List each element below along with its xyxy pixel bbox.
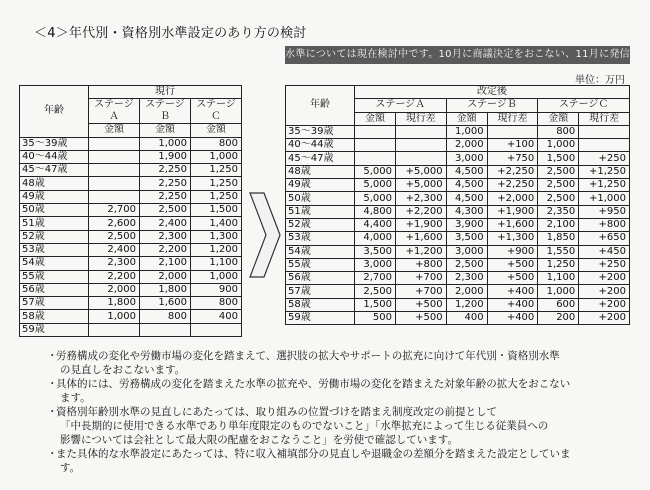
table-row	[20, 323, 242, 336]
age-cell: 56歳	[20, 283, 89, 296]
table-row	[20, 204, 242, 217]
note-line: また具体的な水準設定にあたっては、特に収入補填部分の見直しや退職金の差額分を踏まえた設定としていま	[56, 448, 571, 460]
diff-cell: +2,200	[396, 205, 447, 218]
age-cell: 58歳	[286, 298, 355, 311]
table-row	[286, 285, 630, 298]
amount-cell: 2,350	[538, 205, 579, 218]
bullet-icon: ・	[47, 350, 58, 362]
diff-cell: +2,250	[487, 179, 538, 192]
age-cell: 51歳	[286, 205, 355, 218]
note-item	[47, 377, 632, 405]
note-item	[47, 447, 632, 475]
amount-cell	[89, 323, 140, 336]
age-cell: 57歳	[286, 285, 355, 298]
amount-cell: 2,400	[140, 217, 191, 230]
diff-cell	[396, 152, 447, 165]
age-cell: 35～39歳	[286, 125, 355, 138]
table-row	[286, 179, 630, 192]
diff-cell: +5,000	[396, 179, 447, 192]
amount-cell: 800	[191, 297, 242, 310]
diff-cell: +800	[579, 218, 630, 231]
stage-header: ステージＡ	[355, 99, 447, 112]
table-row	[20, 217, 242, 230]
amount-cell: 1,850	[538, 232, 579, 245]
note-line: 「中長期的に使用できる水準であり単年度限定のものでないこと」「水準拡充によって生じる従業員への	[60, 420, 549, 432]
amount-cell: 2,500	[89, 230, 140, 243]
table-row	[20, 137, 242, 150]
amount-cell: 800	[140, 310, 191, 323]
amount-cell: 2,250	[140, 177, 191, 190]
amount-cell: 500	[355, 312, 396, 325]
diff-cell: +1,200	[396, 245, 447, 258]
stage-header: ステージＣ	[538, 99, 630, 112]
amount-cell: 2,700	[355, 272, 396, 285]
age-cell: 57歳	[20, 297, 89, 310]
diff-cell: +1,300	[487, 232, 538, 245]
table-row	[286, 139, 630, 152]
bullet-icon: ・	[47, 406, 58, 418]
age-cell: 55歳	[20, 270, 89, 283]
stage-header: ステージＢ	[140, 99, 191, 124]
stage-header: ステージＡ	[89, 99, 140, 124]
amount-cell: 3,000	[446, 152, 487, 165]
table-row	[20, 243, 242, 256]
diff-header: 現行差	[396, 112, 447, 125]
amount-cell: 2,300	[89, 257, 140, 270]
amount-cell: 2,500	[538, 179, 579, 192]
amount-cell: 1,000	[191, 150, 242, 163]
amount-cell: 2,500	[538, 165, 579, 178]
amount-cell: 1,500	[538, 152, 579, 165]
diff-cell: +400	[487, 298, 538, 311]
amount-cell: 1,250	[191, 177, 242, 190]
bullet-icon: ・	[47, 448, 58, 460]
amount-cell	[89, 137, 140, 150]
diff-cell: +650	[579, 232, 630, 245]
age-cell: 48歳	[286, 165, 355, 178]
amount-cell: 4,000	[355, 232, 396, 245]
diff-cell: +400	[487, 312, 538, 325]
table-row	[20, 177, 242, 190]
diff-cell: +800	[396, 258, 447, 271]
status-banner: 水準については現在検討中です。10月に商議決定をおこない、11月に発信予定です。	[285, 46, 630, 64]
amount-cell: 1,000	[140, 137, 191, 150]
amount-cell	[355, 125, 396, 138]
table-row	[286, 312, 630, 325]
amount-cell: 2,200	[140, 243, 191, 256]
age-cell: 53歳	[20, 243, 89, 256]
age-cell: 35～39歳	[20, 137, 89, 150]
amount-cell: 4,500	[446, 192, 487, 205]
amount-cell: 400	[446, 312, 487, 325]
notes-section	[47, 349, 632, 475]
note-line: す。	[60, 462, 81, 474]
amount-cell: 2,300	[446, 272, 487, 285]
amount-cell: 1,250	[538, 258, 579, 271]
amount-cell	[140, 323, 191, 336]
amount-cell: 800	[191, 137, 242, 150]
amount-cell: 4,500	[446, 179, 487, 192]
note-line: の見直しをおこないます。	[60, 364, 186, 376]
amount-cell: 2,100	[140, 257, 191, 270]
diff-cell: +200	[579, 285, 630, 298]
amount-cell: 4,500	[446, 165, 487, 178]
diff-cell: +500	[487, 272, 538, 285]
diff-cell: +750	[487, 152, 538, 165]
age-cell: 58歳	[20, 310, 89, 323]
amount-cell: 2,000	[446, 139, 487, 152]
stage-header: ステージＣ	[191, 99, 242, 124]
amount-header: 金額	[538, 112, 579, 125]
amount-cell: 200	[538, 312, 579, 325]
amount-cell: 1,800	[89, 297, 140, 310]
age-cell: 59歳	[20, 323, 89, 336]
amount-cell: 3,000	[446, 245, 487, 258]
amount-cell: 3,500	[355, 245, 396, 258]
diff-header: 現行差	[579, 112, 630, 125]
age-cell: 52歳	[286, 218, 355, 231]
age-cell: 48歳	[20, 177, 89, 190]
age-cell: 53歳	[286, 232, 355, 245]
age-cell: 45～47歳	[286, 152, 355, 165]
amount-cell: 1,000	[446, 125, 487, 138]
age-cell: 50歳	[20, 204, 89, 217]
diff-cell	[579, 139, 630, 152]
amount-cell: 1,500	[191, 204, 242, 217]
age-cell: 56歳	[286, 272, 355, 285]
table-row	[286, 258, 630, 271]
table-caption: 現行	[89, 86, 242, 99]
amount-cell: 1,000	[538, 139, 579, 152]
amount-cell: 1,200	[191, 243, 242, 256]
amount-cell: 1,100	[538, 272, 579, 285]
diff-cell: +250	[579, 152, 630, 165]
amount-cell: 600	[538, 298, 579, 311]
current-table	[19, 85, 242, 337]
diff-cell: +500	[396, 312, 447, 325]
diff-cell: +1,000	[579, 192, 630, 205]
diff-cell	[487, 125, 538, 138]
diff-cell: +1,900	[487, 205, 538, 218]
note-line: 資格別年齢別水準の見直しにあたっては、取り組みの位置づけを踏まえ制度改定の前提として	[56, 406, 497, 418]
diff-header: 現行差	[487, 112, 538, 125]
note-item	[47, 405, 632, 447]
revised-table	[285, 85, 630, 325]
note-line: 具体的には、労務構成の変化を踏まえた水準の拡充や、労働市場の変化を踏まえた対象年齢の拡大をおこない	[56, 378, 571, 390]
amount-cell: 5,000	[355, 179, 396, 192]
amount-cell	[355, 152, 396, 165]
diff-cell: +450	[579, 245, 630, 258]
amount-cell: 2,500	[140, 204, 191, 217]
amount-header: 金額	[89, 124, 140, 137]
amount-cell	[355, 139, 396, 152]
amount-cell: 4,300	[446, 205, 487, 218]
stage-header: ステージＢ	[446, 99, 538, 112]
amount-header: 金額	[446, 112, 487, 125]
amount-cell	[89, 177, 140, 190]
table-row	[286, 298, 630, 311]
amount-cell	[191, 323, 242, 336]
amount-cell: 4,800	[355, 205, 396, 218]
table-row	[286, 218, 630, 231]
note-line: ます。	[60, 392, 91, 404]
amount-cell: 1,000	[191, 270, 242, 283]
age-cell: 40～44歳	[286, 139, 355, 152]
amount-cell: 2,200	[89, 270, 140, 283]
diff-cell: +1,250	[579, 179, 630, 192]
page-title: ＜4＞年代別・資格別水準設定のあり方の検討	[34, 26, 307, 41]
amount-cell: 1,900	[140, 150, 191, 163]
amount-cell: 2,250	[140, 164, 191, 177]
diff-cell	[396, 139, 447, 152]
amount-cell: 1,600	[140, 297, 191, 310]
amount-cell: 2,400	[89, 243, 140, 256]
diff-cell: +950	[579, 205, 630, 218]
age-cell: 45～47歳	[20, 164, 89, 177]
diff-cell: +500	[396, 298, 447, 311]
table-row	[286, 245, 630, 258]
table-row	[20, 283, 242, 296]
amount-cell	[89, 190, 140, 203]
table-row	[20, 270, 242, 283]
amount-cell: 1,800	[140, 283, 191, 296]
age-cell: 51歳	[20, 217, 89, 230]
unit-label: 単位：万円	[575, 75, 625, 86]
diff-cell: +1,250	[579, 165, 630, 178]
amount-cell: 2,100	[538, 218, 579, 231]
amount-header: 金額	[140, 124, 191, 137]
amount-cell: 5,000	[355, 165, 396, 178]
amount-cell: 1,550	[538, 245, 579, 258]
amount-cell: 3,000	[355, 258, 396, 271]
amount-cell: 2,300	[140, 230, 191, 243]
age-cell: 55歳	[286, 258, 355, 271]
age-cell: 49歳	[286, 179, 355, 192]
amount-cell: 2,000	[140, 270, 191, 283]
amount-cell: 2,700	[89, 204, 140, 217]
diff-cell	[396, 125, 447, 138]
age-cell: 49歳	[20, 190, 89, 203]
amount-cell: 2,500	[446, 258, 487, 271]
amount-cell: 2,500	[355, 285, 396, 298]
diff-cell: +900	[487, 245, 538, 258]
table-row	[20, 310, 242, 323]
age-header: 年齢	[20, 86, 89, 138]
diff-cell: +250	[579, 258, 630, 271]
revised-table-body	[286, 125, 630, 324]
diff-cell: +1,600	[396, 232, 447, 245]
diff-cell: +700	[396, 272, 447, 285]
amount-cell: 4,400	[355, 218, 396, 231]
diff-cell: +400	[487, 285, 538, 298]
table-row	[286, 192, 630, 205]
amount-cell: 2,250	[140, 190, 191, 203]
diff-cell: +1,900	[396, 218, 447, 231]
note-line: 労務構成の変化や労働市場の変化を踏まえて、選択肢の拡大やサポートの拡充に向けて年代別・資格別水準	[56, 350, 560, 362]
table-row	[286, 232, 630, 245]
amount-cell: 2,600	[89, 217, 140, 230]
amount-cell: 1,250	[191, 190, 242, 203]
arrow-right-icon	[248, 185, 282, 285]
age-cell: 40～44歳	[20, 150, 89, 163]
amount-cell: 3,900	[446, 218, 487, 231]
amount-cell	[89, 164, 140, 177]
diff-cell: +5,000	[396, 165, 447, 178]
age-cell: 54歳	[286, 245, 355, 258]
table-row	[286, 125, 630, 138]
age-cell: 52歳	[20, 230, 89, 243]
table-row	[286, 205, 630, 218]
amount-cell	[89, 150, 140, 163]
amount-cell: 2,000	[446, 285, 487, 298]
note-item	[47, 349, 632, 377]
diff-cell: +2,000	[487, 192, 538, 205]
table-row	[286, 165, 630, 178]
amount-cell: 1,000	[538, 285, 579, 298]
diff-cell: +100	[487, 139, 538, 152]
diff-cell: +500	[487, 258, 538, 271]
amount-cell: 1,500	[355, 298, 396, 311]
amount-cell: 400	[191, 310, 242, 323]
diff-cell: +200	[579, 272, 630, 285]
age-cell: 50歳	[286, 192, 355, 205]
amount-cell: 900	[191, 283, 242, 296]
table-row	[286, 272, 630, 285]
amount-cell: 1,000	[89, 310, 140, 323]
amount-cell: 1,300	[191, 230, 242, 243]
diff-cell	[579, 125, 630, 138]
age-cell: 59歳	[286, 312, 355, 325]
amount-header: 金額	[355, 112, 396, 125]
age-header: 年齢	[286, 86, 355, 126]
amount-cell: 1,250	[191, 164, 242, 177]
table-row	[286, 152, 630, 165]
amount-cell: 5,000	[355, 192, 396, 205]
current-table-body	[20, 137, 242, 336]
amount-cell: 1,400	[191, 217, 242, 230]
note-line: 影響については会社として最大限の配慮をおこなうこと」を労使で確認しています。	[60, 434, 458, 446]
age-cell: 54歳	[20, 257, 89, 270]
bullet-icon: ・	[47, 378, 58, 390]
table-row	[20, 150, 242, 163]
table-row	[20, 230, 242, 243]
diff-cell: +2,250	[487, 165, 538, 178]
diff-cell: +200	[579, 298, 630, 311]
diff-cell: +2,300	[396, 192, 447, 205]
amount-cell: 800	[538, 125, 579, 138]
amount-cell: 1,100	[191, 257, 242, 270]
table-row	[20, 257, 242, 270]
amount-cell: 2,500	[538, 192, 579, 205]
table-row	[20, 297, 242, 310]
diff-cell: +700	[396, 285, 447, 298]
amount-header: 金額	[191, 124, 242, 137]
table-row	[20, 190, 242, 203]
amount-cell: 3,500	[446, 232, 487, 245]
table-row	[20, 164, 242, 177]
table-caption: 改定後	[355, 86, 630, 99]
diff-cell: +1,600	[487, 218, 538, 231]
amount-cell: 2,000	[89, 283, 140, 296]
amount-cell: 1,200	[446, 298, 487, 311]
diff-cell: +200	[579, 312, 630, 325]
